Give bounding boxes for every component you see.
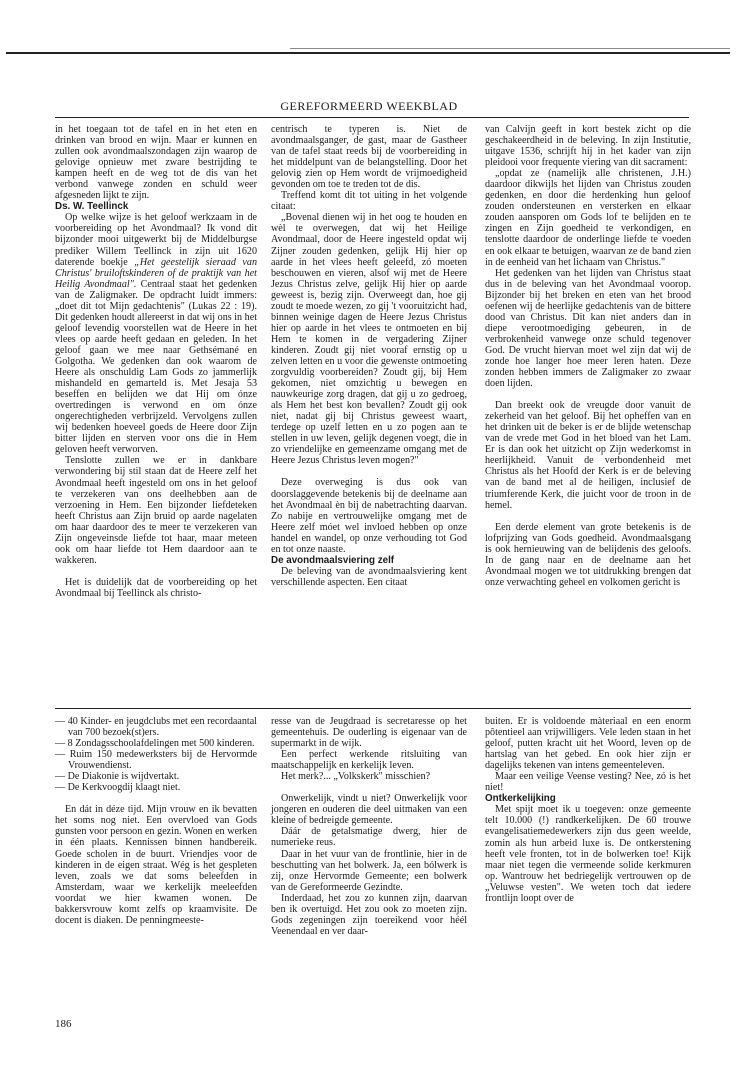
paragraph: Dan breekt ook de vreugde door vanuit de zekerheid van het geloof. Bij het opheffen van en het drinken uit de beker is er de blijde wetenschap van de vrede met God in het bloed van het Lam. Er is dan ook het uitzicht op Zijn wederkomst in heerlijkheid. Vanuit de verbondenheid met Christus als het Hoofd der Kerk is er de beleving van de band met al de heiligen, inclusief de triumferende Kerk, die juicht voor de troon in de hemel. — [485, 400, 691, 511]
text-run: Centraal staat het gedenken van de Zaligmaker. De opdracht luidt immers: „doet dit tot Mijn gedachtenis" (Lukas 22 : 19). Dit gedenken houdt allereerst in dat wij ons in het geloof levendig voorstellen wat de Heere in het vlees op aarde heeft gedaan en geleden. In het geloof gaan we mee naar Gethsémané en Golgotha. We gedenken dan ook waarom de Heere als onschuldig Lam Gods zo jammerlijk mishandeld en gemarteld is. Met Jesaja 53 beseffen en belijden we dat Hij om ónze overtredingen is verwond en om ónze ongerechtigheden verbrijzeld. Vervolgens zullen wij bedenken hoeveel goeds de Heere door Zijn bitter lijden en sterven voor ons die in Hem geloven heeft verworven. — [55, 278, 258, 456]
paragraph: Met spijt moet ik u toegeven: onze gemeente telt 10.000 (!) randkerkelijken. De 60 trouwe evangelisatiemedewerkers zijn dus geen weelde, zomin als hun arbeid luxe is. De ontkerstening heeft vele fronten, tot in de bolwerken toe! Kijk maar niet tegen die vermeende solide kerkmuren op. Wantrouw het bedriegelijk vertrouwen op de „Veluwse vesten". We weten toch dat iedere frontlijn loopt over de — [485, 804, 691, 904]
paragraph: Dáár de getalsmatige dwerg, hier de numerieke reus. — [271, 826, 467, 849]
article-column-2 — [271, 124, 467, 588]
quotation: „Bovenal dienen wij in het oog te houden en wèl te overwegen, dat wij het Heilige Avondmaal, door de Heere ingesteld opdat wij Zijner zouden gedenken, gelijk Hij hier op aarde in het vlees heeft geleefd, zó moeten beschouwen en vieren, alsof wij met de Heere Jezus Christus zelve, gelijk Hij hier op aarde geweest is, bezig zijn. Overweegt dan, hoe gij zoudt te moede wezen, zo gij 't vooruitzicht had, binnen weinige dagen de Heere Jezus Christus hier op aarde in het vlees te ontmoeten en bij Hem te komen in de vergadering Zijner kinderen. Zoudt gij niet vooraf ernstig op u zelven letten en u voor die gewenste ontmoeting zorgvuldig voorbereiden? Zoudt gij, bij Hem gekomen, niet omzichtig u bewegen en nauwkeurige zorg dragen, dat gij u zo gedroeg, als Hem het best kon bevallen? Zoudt gij ook niet, nadat gij bij Christus geweest waart, terdege op uzelf letten en u zo pogen aan te stellen in uw leven, gelijk degenen voegt, die in zo vriendelijke en gemeenzame omgang met de Heere Jezus Christus leven mogen?" — [271, 212, 467, 467]
page-number: 186 — [55, 1018, 72, 1030]
top-thin-rule — [290, 48, 730, 49]
article-column-3 — [485, 124, 691, 588]
running-header: GEREFORMEERD WEEKBLAD — [280, 99, 458, 113]
paragraph: resse van de Jeugdraad is secretaresse op het gemeentehuis. De ouderling is eigenaar van de supermarkt in de wijk. — [271, 716, 467, 750]
lower-column-3 — [485, 716, 691, 904]
list-item: — De Diakonie is wijdvertakt. — [55, 771, 180, 783]
list-item: — De Kerkvoogdij klaagt niet. — [55, 782, 181, 794]
paragraph: buiten. Er is voldoende màteriaal en een enorm pôtentieel aan vrijwilligers. Vele leden staan in het geloof, putten kracht uit het Woord, leven op de hartslag van het gebed. En ook hier zijn er dagelijks tekenen van intens gemeenteleven. — [485, 716, 691, 772]
paragraph: van Calvijn geeft in kort bestek zicht op die geschakeerdheid in de beleving. In zijn Institutie, uitgave 1536, schrijft hij in het kader van zijn pleidooi voor frequente viering van dit sacrament: — [485, 124, 691, 169]
paragraph: Onwerkelijk, vindt u niet? Onwerkelijk voor jongeren en ouderen die deel uitmaken van een kleine of bedreigde gemeente. — [271, 793, 467, 827]
quotation: „opdat ze (namelijk alle christenen, J.H.) daardoor dikwijls het lijden van Christus zouden gedenken, en door die herdenking hun geloof zouden ondersteunen en versterken en elkaar zouden aansporen om Gods lof te belijden en te zingen en Zijn goedheid te verkondigen, en tenslotte daardoor de onderlinge liefde te voeden en ook elkaar te betuigen, waarvan ze de band zien in de eenheid van het lichaam van Christus." — [485, 168, 691, 268]
lower-column-2 — [271, 716, 467, 937]
paragraph: En dát in déze tijd. Mijn vrouw en ik bevatten het soms nog niet. Een overvloed van Gods gunsten voor persoon en gezin. Wonen en werken in één plaats. Kennissen binnen handbereik. Goede scholen in de buurt. Vriendjes voor de kinderen in de eigen straat. Wég is het gespleten leven, zoals we dat soms beleefden in Amsterdam, waar we kerkelijk meeleefden voordat we hier kwamen wonen. De bakkersvrouw komt zelfs op kraamvisite. De docent is diaken. De penningmeeste- — [55, 804, 257, 926]
lower-column-1 — [55, 716, 257, 926]
paragraph: Het gedenken van het lijden van Christus staat dus in de beleving van het Avondmaal voorop. Bijzonder bij het breken en eten van het brood oefenen wij de heerlijke gedachtenis van de bittere dood van Christus. Dit kan niet anders dan in diepe verootmoediging gebeuren, in de verbrokenheid vanwege onze schuld tegenover God. De vrucht hiervan moet wel zijn dat wij de zonde hoe langer hoe meer leren haten. Deze zonden hebben immers de Zaligmaker zo zwaar doen lijden. — [485, 267, 691, 390]
list-item: — 40 Kinder- en jeugdclubs met een recordaantal van 700 bezoek(st)ers. — [55, 716, 257, 739]
list-item: — Ruim 150 medewerksters bij de Hervormde Vrouwendienst. — [55, 749, 257, 772]
paragraph: Maar een veilige Veense vesting? Nee, zó is het niet! — [485, 771, 691, 794]
section-heading: De avondmaalsviering zelf — [271, 554, 395, 566]
paragraph: Inderdaad, het zou zo kunnen zijn, daarvan ben ik overtuigd. Het zou ook zo moeten zijn. Gods zegeningen zijn toereikend voor héél Veenendaal en ver daar- — [271, 892, 467, 937]
paragraph: Het is duidelijk dat de voorbereiding op het Avondmaal bij Teellinck als christo- — [55, 576, 257, 599]
header-rule — [55, 117, 689, 118]
paragraph: in het toegaan tot de tafel en in het eten en drinken van brood en wijn. Maar er kunnen en zullen ook avondmaalszondagen zijn waarop de gelovige opnieuw met zware bestrijding te kampen heeft en de weg tot de dis van het verbond vanwege zonden en schuld weer afgesneden lijkt te zijn. — [55, 124, 257, 202]
paragraph: Een derde element van grote betekenis is de lofprijzing van Gods goedheid. Avondmaalsgang is ook hernieuwing van de belijdenis des geloofs. In de gang naar en de deelname aan het Avondmaal mogen we tot uitdrukking brengen dat onze verwachting geheel en volkomen gericht is — [485, 521, 691, 588]
paragraph: Tenslotte zullen we er in dankbare verwondering bij stil staan dat de Heere zelf het Avondmaal heeft ingesteld om ons in het geloof te verzekeren van ons deelhebben aan de verzoening in Hem. Een bijzonder liefdeteken heeft Christus aan Zijn bruid op aarde nagelaten om haar daardoor des te meer te verzekeren van Zijn ongeveinsde liefde tot haar, maar meteen ook om haar liefde tot Hem daardoor aan te wakkeren. — [55, 455, 257, 566]
paragraph: Daar in het vuur van de frontlinie, hier in de beschutting van het bolwerk. Ja, een bólwerk is zij, onze Hervormde Gemeente; een bolwerk van de Gereformeerde Gezindte. — [271, 848, 467, 893]
book-title: „Het geestelijk sieraad van Christus' bruiloftskinderen of de praktijk van het Heilig Avondmaal". — [55, 256, 257, 290]
paragraph — [55, 212, 257, 455]
section-heading: Ontkerkelijking — [485, 793, 556, 805]
top-border-rule — [6, 52, 730, 54]
section-heading: Ds. W. Teellinck — [55, 201, 129, 213]
section-divider — [55, 708, 691, 709]
paragraph: Treffend komt dit tot uiting in het volgende citaat: — [271, 190, 467, 213]
paragraph: Deze overweging is dus ook van doorslaggevende betekenis bij de deelname aan het Avondmaal èn bij de nabetrachting daarvan. Zo nabije en vertrouwelijke omgang met de Heere zelf móet wel invloed hebben op onze handel en wandel, op onze verhouding tot God en tot onze naaste. — [271, 477, 467, 555]
list-item: — 8 Zondagsschoolafdelingen met 500 kinderen. — [55, 738, 255, 750]
paragraph: Het merk?... „Volkskerk" misschien? — [281, 771, 431, 783]
paragraph: centrisch te typeren is. Niet de avondmaalsganger, de gast, maar de Gastheer van de tafel staat reeds bij de voorbereiding in het middelpunt van de belangstelling. Door het gelovig zien op Hem wordt de vrijmoedigheid gevonden om toe te treden tot de dis. — [271, 124, 467, 191]
paragraph: Een perfect werkende ritsluiting van maatschappelijk en kerkelijk leven. — [271, 749, 467, 772]
article-column-1 — [55, 124, 257, 599]
text-run: Op welke wijze is het geloof werkzaam in de voorbereiding op het Avondmaal? Ik vond dit bijzonder mooi uitgewerkt bij de Middelburgse prediker Willem Teellinck in zijn uit 1620 daterende boekje — [55, 212, 257, 268]
paragraph: De beleving van de avondmaalsviering kent verschillende aspecten. Een citaat — [271, 565, 467, 588]
